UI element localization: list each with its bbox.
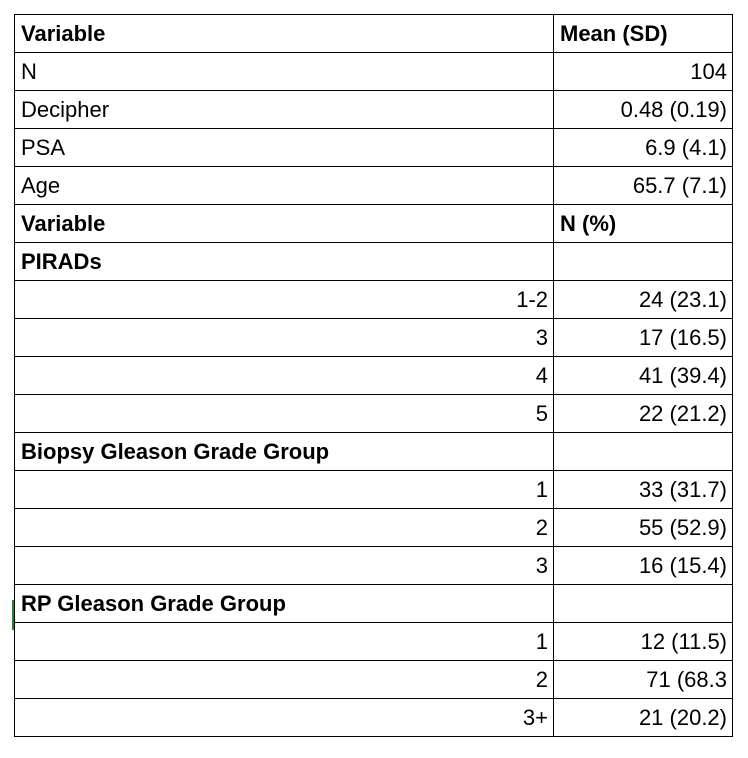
value-cell[interactable]: 16 (15.4) <box>554 547 733 585</box>
table-row <box>15 319 733 357</box>
variable-cell[interactable]: Variable <box>15 15 554 53</box>
table-row <box>15 15 733 53</box>
value-cell[interactable]: N (%) <box>554 205 733 243</box>
variable-cell[interactable]: 1 <box>15 471 554 509</box>
summary-table <box>14 14 733 737</box>
value-cell[interactable]: 55 (52.9) <box>554 509 733 547</box>
table-row <box>15 357 733 395</box>
variable-cell[interactable]: 5 <box>15 395 554 433</box>
variable-cell[interactable]: 3+ <box>15 699 554 737</box>
value-cell[interactable]: 71 (68.3 <box>554 661 733 699</box>
value-cell[interactable]: 12 (11.5) <box>554 623 733 661</box>
table-row <box>15 547 733 585</box>
table-row <box>15 167 733 205</box>
variable-cell[interactable]: PIRADs <box>15 243 554 281</box>
table-row <box>15 661 733 699</box>
cell-selection-marker <box>12 600 14 630</box>
value-cell[interactable] <box>554 433 733 471</box>
variable-cell[interactable]: Decipher <box>15 91 554 129</box>
value-cell[interactable]: 21 (20.2) <box>554 699 733 737</box>
variable-cell[interactable]: 3 <box>15 319 554 357</box>
variable-cell[interactable]: N <box>15 53 554 91</box>
table-row <box>15 53 733 91</box>
variable-cell[interactable]: 2 <box>15 509 554 547</box>
value-cell[interactable]: 22 (21.2) <box>554 395 733 433</box>
value-cell[interactable] <box>554 243 733 281</box>
variable-cell[interactable]: 4 <box>15 357 554 395</box>
variable-cell[interactable]: RP Gleason Grade Group <box>15 585 554 623</box>
variable-cell[interactable]: 1-2 <box>15 281 554 319</box>
variable-cell[interactable]: Variable <box>15 205 554 243</box>
value-cell[interactable]: 65.7 (7.1) <box>554 167 733 205</box>
table-body <box>15 15 733 737</box>
table-row <box>15 205 733 243</box>
value-cell[interactable]: 41 (39.4) <box>554 357 733 395</box>
value-cell[interactable]: 0.48 (0.19) <box>554 91 733 129</box>
value-cell[interactable]: 6.9 (4.1) <box>554 129 733 167</box>
value-cell[interactable]: 17 (16.5) <box>554 319 733 357</box>
variable-cell[interactable]: PSA <box>15 129 554 167</box>
table-row <box>15 281 733 319</box>
value-cell[interactable]: Mean (SD) <box>554 15 733 53</box>
table-row <box>15 243 733 281</box>
table-row <box>15 509 733 547</box>
value-cell[interactable]: 24 (23.1) <box>554 281 733 319</box>
spreadsheet-table-container <box>14 14 732 737</box>
value-cell[interactable]: 33 (31.7) <box>554 471 733 509</box>
table-row <box>15 471 733 509</box>
variable-cell[interactable]: Biopsy Gleason Grade Group <box>15 433 554 471</box>
variable-cell[interactable]: 1 <box>15 623 554 661</box>
table-row <box>15 395 733 433</box>
table-row <box>15 585 733 623</box>
table-row <box>15 699 733 737</box>
variable-cell[interactable]: 3 <box>15 547 554 585</box>
value-cell[interactable] <box>554 585 733 623</box>
variable-cell[interactable]: Age <box>15 167 554 205</box>
variable-cell[interactable]: 2 <box>15 661 554 699</box>
table-row <box>15 623 733 661</box>
table-row <box>15 91 733 129</box>
value-cell[interactable]: 104 <box>554 53 733 91</box>
table-row <box>15 129 733 167</box>
table-row <box>15 433 733 471</box>
